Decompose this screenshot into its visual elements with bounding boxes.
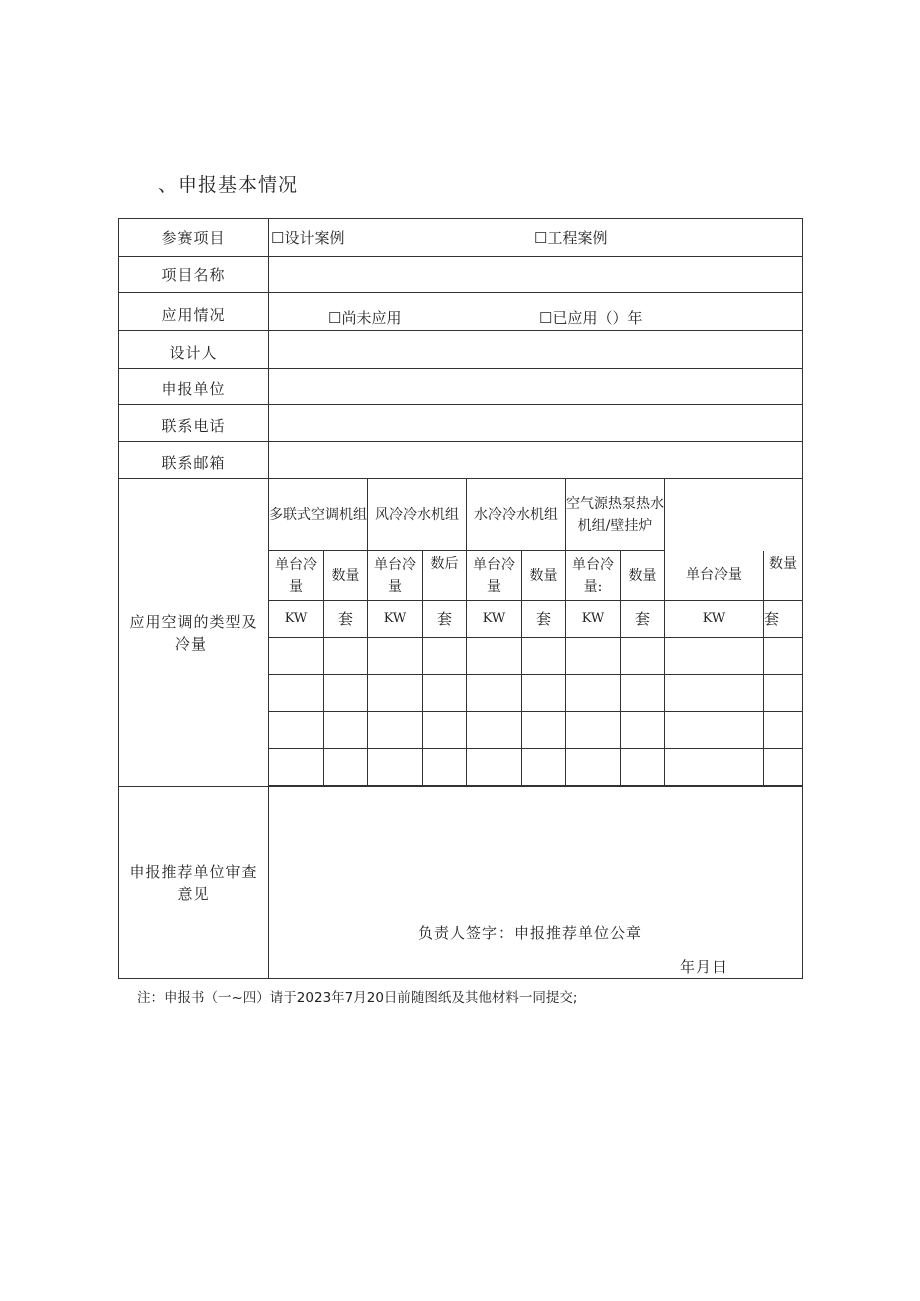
ac-cell[interactable] <box>621 638 665 675</box>
ac-sub-quantity-3: 数量 <box>522 551 566 601</box>
section-heading: 、申报基本情况 <box>158 174 299 196</box>
review-label <box>119 787 269 979</box>
ac-cell[interactable] <box>324 749 368 786</box>
ac-cell[interactable] <box>269 712 324 749</box>
ac-cell[interactable] <box>467 675 522 712</box>
ac-cell[interactable] <box>764 675 803 712</box>
ac-type-label-line1: 应用空调的类型及 <box>129 612 258 631</box>
ac-cell[interactable] <box>665 749 764 786</box>
ac-type-label <box>119 479 269 787</box>
ac-cell[interactable] <box>566 675 621 712</box>
ac-group-vrf: 多联式空调机组 <box>269 479 368 551</box>
ac-sub-quantity-5: 数量 <box>764 551 803 601</box>
ac-unit-kw-4: KW <box>566 601 621 638</box>
signature-line: 负责人签字：申报推荐单位公章 <box>418 924 643 942</box>
ac-unit-set-3: 套 <box>522 601 566 638</box>
date-line: 年月日 <box>680 958 729 976</box>
unit-label: 申报单位 <box>119 369 269 405</box>
ac-cell[interactable] <box>665 712 764 749</box>
ac-cell[interactable] <box>368 749 423 786</box>
designer-field[interactable] <box>269 331 803 369</box>
ac-group-air-cooled: 风冷冷水机组 <box>368 479 467 551</box>
application-label: 应用情况 <box>119 293 269 331</box>
ac-cell[interactable] <box>324 638 368 675</box>
ac-cell[interactable] <box>368 638 423 675</box>
email-label: 联系邮箱 <box>119 442 269 479</box>
ac-cell[interactable] <box>423 638 467 675</box>
ac-cell[interactable] <box>467 712 522 749</box>
competition-label: 参赛项目 <box>119 219 269 257</box>
ac-group-blank <box>665 479 803 551</box>
ac-cell[interactable] <box>423 749 467 786</box>
ac-unit-kw-3: KW <box>467 601 522 638</box>
ac-cell[interactable] <box>566 712 621 749</box>
ac-cell[interactable] <box>764 712 803 749</box>
ac-sub-quantity-4: 数量 <box>621 551 665 601</box>
ac-cell[interactable] <box>522 712 566 749</box>
not-applied-checkbox[interactable]: ☐尚未应用 <box>328 309 402 327</box>
designer-label: 设计人 <box>119 331 269 369</box>
ac-unit-set-5: 套 <box>764 601 803 638</box>
review-label-line1: 申报推荐单位审查 <box>129 862 258 881</box>
ac-group-water-cooled: 水冷冷水机组 <box>467 479 566 551</box>
ac-unit-set-2: 套 <box>423 601 467 638</box>
ac-cell[interactable] <box>467 749 522 786</box>
ac-cell[interactable] <box>324 675 368 712</box>
ac-sub-capacity-1: 单台冷量 <box>269 551 324 601</box>
email-field[interactable] <box>269 442 803 479</box>
ac-type-label-line2: 冷量 <box>175 634 208 653</box>
row-email <box>119 442 803 479</box>
ac-cell[interactable] <box>665 675 764 712</box>
unit-field[interactable] <box>269 369 803 405</box>
ac-unit-kw-1: KW <box>269 601 324 638</box>
ac-unit-set-4: 套 <box>621 601 665 638</box>
ac-unit-set-1: 套 <box>324 601 368 638</box>
ac-cell[interactable] <box>269 638 324 675</box>
ac-cell[interactable] <box>665 638 764 675</box>
ac-cell[interactable] <box>423 712 467 749</box>
ac-sub-capacity-3: 单台冷量 <box>467 551 522 601</box>
review-content[interactable] <box>269 787 803 979</box>
ac-cell[interactable] <box>522 638 566 675</box>
application-form-table <box>118 218 803 979</box>
ac-cell[interactable] <box>566 638 621 675</box>
review-row <box>119 787 803 979</box>
ac-cell[interactable] <box>764 749 803 786</box>
row-unit <box>119 369 803 405</box>
ac-group-header-row <box>119 479 803 551</box>
competition-options <box>269 219 803 257</box>
ac-cell[interactable] <box>368 675 423 712</box>
ac-group-heat-pump: 空气源热泵热水机组/壁挂炉 <box>566 479 665 551</box>
submission-note: 注：申报书（一~四）请于2023年7月20日前随图纸及其他材料一同提交; <box>137 990 578 1006</box>
project-name-label: 项目名称 <box>119 257 269 293</box>
ac-cell[interactable] <box>621 749 665 786</box>
ac-cell[interactable] <box>269 749 324 786</box>
project-name-field[interactable] <box>269 257 803 293</box>
ac-cell[interactable] <box>764 638 803 675</box>
engineering-case-checkbox[interactable]: ☐工程案例 <box>534 229 608 247</box>
ac-sub-quantity-2: 数后 <box>423 551 467 601</box>
ac-unit-kw-2: KW <box>368 601 423 638</box>
ac-sub-capacity-5: 单台冷量 <box>665 551 764 601</box>
design-case-checkbox[interactable]: ☐设计案例 <box>271 229 345 247</box>
row-project-name <box>119 257 803 293</box>
ac-unit-kw-5: KW <box>665 601 764 638</box>
row-application <box>119 293 803 331</box>
ac-cell[interactable] <box>368 712 423 749</box>
ac-cell[interactable] <box>467 638 522 675</box>
phone-field[interactable] <box>269 405 803 442</box>
phone-label: 联系电话 <box>119 405 269 442</box>
application-options <box>269 293 803 331</box>
ac-sub-capacity-2: 单台冷量 <box>368 551 423 601</box>
ac-sub-capacity-4: 单台冷量: <box>566 551 621 601</box>
ac-cell[interactable] <box>522 749 566 786</box>
ac-cell[interactable] <box>621 675 665 712</box>
row-competition <box>119 219 803 257</box>
row-phone <box>119 405 803 442</box>
ac-cell[interactable] <box>621 712 665 749</box>
ac-sub-quantity-1: 数量 <box>324 551 368 601</box>
applied-years-checkbox[interactable]: ☐已应用（）年 <box>539 309 643 327</box>
ac-cell[interactable] <box>566 749 621 786</box>
ac-cell[interactable] <box>324 712 368 749</box>
row-designer <box>119 331 803 369</box>
ac-cell[interactable] <box>522 675 566 712</box>
ac-cell[interactable] <box>423 675 467 712</box>
review-label-line2: 意见 <box>177 884 210 903</box>
ac-cell[interactable] <box>269 675 324 712</box>
